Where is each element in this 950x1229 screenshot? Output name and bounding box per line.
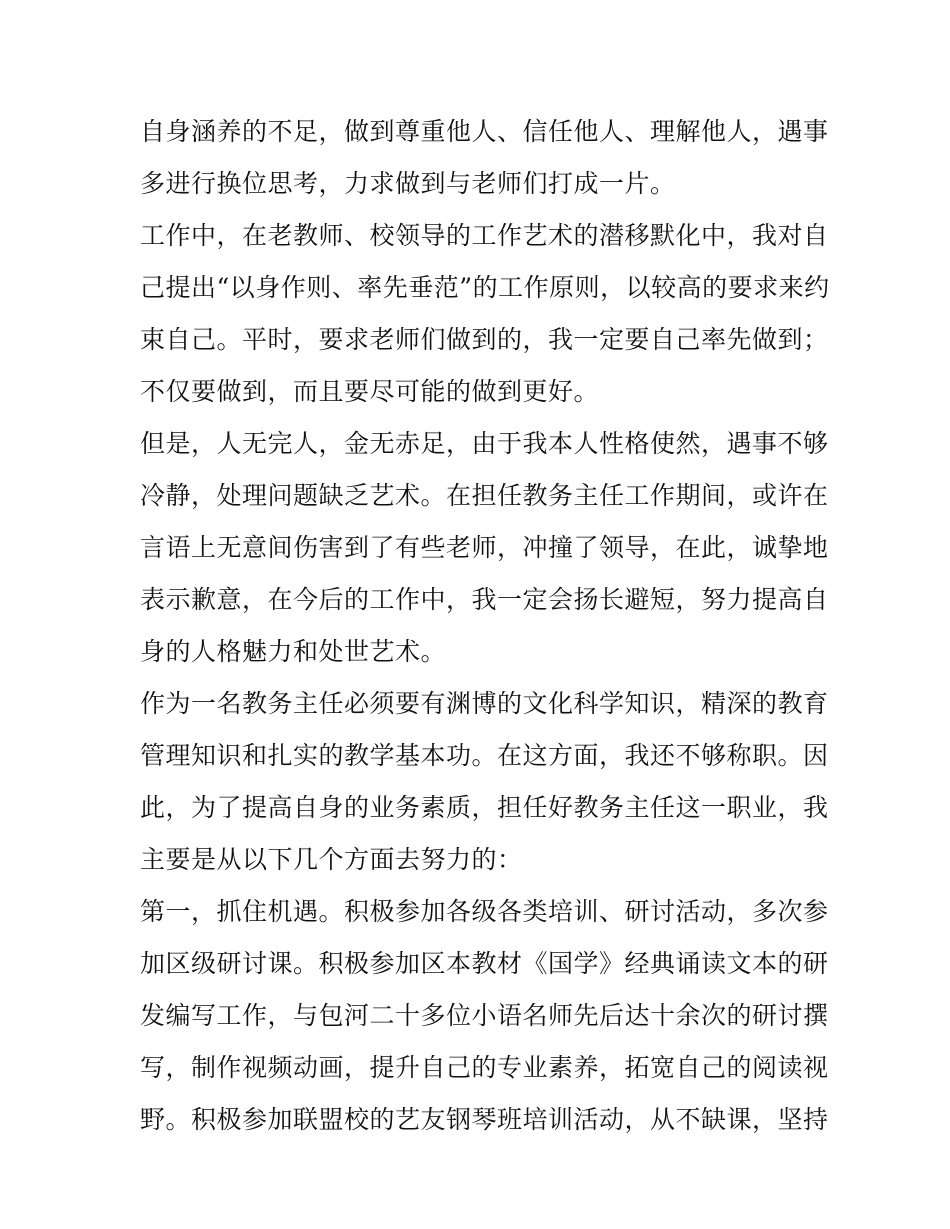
text-line: 己提出“以身作则、率先垂范”的工作原则，以较高的要求来约 <box>140 273 830 302</box>
text-line: 表示歉意，在今后的工作中，我一定会扬长避短，努力提高自 <box>140 585 829 614</box>
text-line: 主要是从以下几个方面去努力的： <box>140 845 523 874</box>
text-line: 冷静，处理问题缺乏艺术。在担任教务主任工作期间，或许在 <box>140 481 829 510</box>
text-line: 自身涵养的不足，做到尊重他人、信任他人、理解他人，遇事 <box>140 117 829 146</box>
text-line: 加区级研讨课。积极参加区本教材《国学》经典诵读文本的研 <box>140 949 829 978</box>
text-line: 作为一名教务主任必须要有渊博的文化科学知识，精深的教育 <box>140 689 829 718</box>
text-line: 写，制作视频动画，提升自己的专业素养，拓宽自己的阅读视 <box>140 1053 829 1082</box>
text-line: 此，为了提高自身的业务素质，担任好教务主任这一职业，我 <box>140 793 829 822</box>
text-line: 多进行换位思考，力求做到与老师们打成一片。 <box>140 169 676 198</box>
text-line: 但是，人无完人，金无赤足，由于我本人性格使然，遇事不够 <box>140 429 829 458</box>
text-line: 工作中，在老教师、校领导的工作艺术的潜移默化中，我对自 <box>140 221 829 250</box>
text-line: 束自己。平时，要求老师们做到的，我一定要自己率先做到； <box>140 325 829 354</box>
text-line: 第一，抓住机遇。积极参加各级各类培训、研讨活动，多次参 <box>140 897 829 926</box>
text-line: 身的人格魅力和处世艺术。 <box>140 637 447 666</box>
text-line: 野。积极参加联盟校的艺友钢琴班培训活动，从不缺课，坚持 <box>140 1105 829 1134</box>
text-line: 不仅要做到，而且要尽可能的做到更好。 <box>140 377 600 406</box>
body-text <box>140 106 830 1146</box>
text-line: 发编写工作，与包河二十多位小语名师先后达十余次的研讨撰 <box>140 1001 829 1030</box>
text-line: 言语上无意间伤害到了有些老师，冲撞了领导，在此，诚挚地 <box>140 533 829 562</box>
text-line: 管理知识和扎实的教学基本功。在这方面，我还不够称职。因 <box>140 741 829 770</box>
